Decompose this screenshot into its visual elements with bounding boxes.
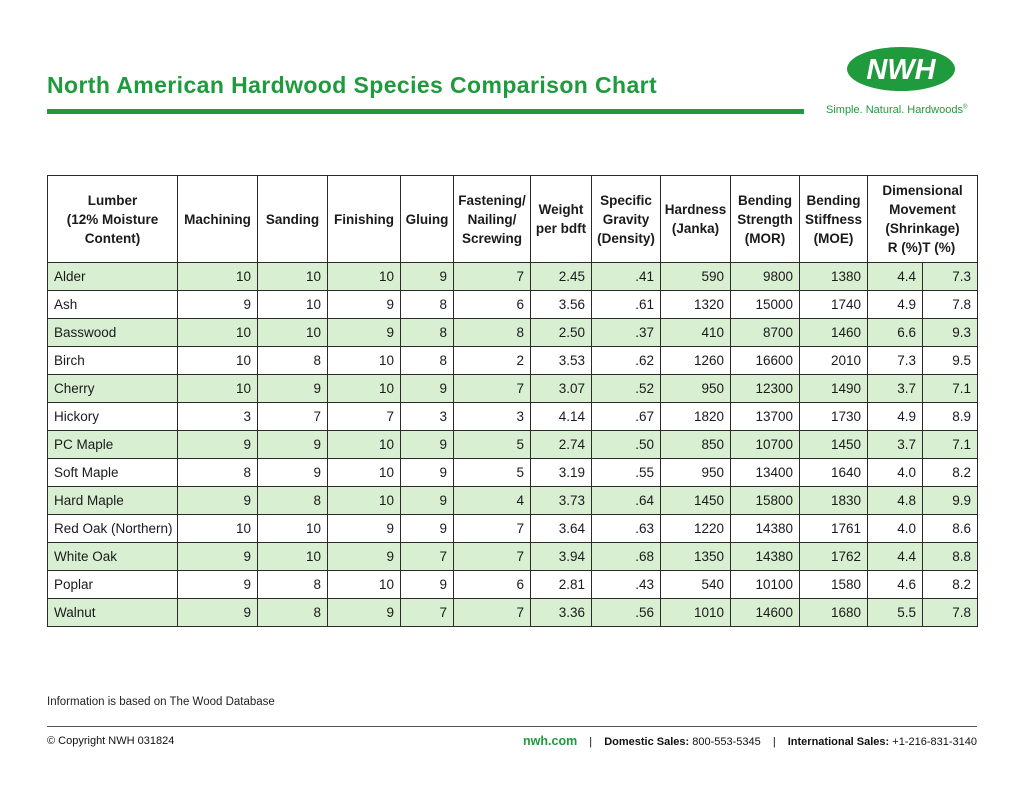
value-cell: 4 (454, 487, 531, 515)
value-cell: 8 (454, 319, 531, 347)
column-header (592, 176, 661, 263)
value-cell: 3 (178, 403, 258, 431)
column-header (731, 176, 800, 263)
column-header (328, 176, 401, 263)
value-cell: 10 (328, 375, 401, 403)
value-cell: 16600 (731, 347, 800, 375)
value-cell: 9 (258, 375, 328, 403)
value-cell: .52 (592, 375, 661, 403)
value-cell: 14380 (731, 515, 800, 543)
column-header (48, 176, 178, 263)
value-cell: 4.0 (868, 459, 923, 487)
column-header-line: (Janka) (671, 221, 720, 236)
value-cell: 8.8 (923, 543, 978, 571)
value-cell: 9 (178, 487, 258, 515)
value-cell: 9 (328, 543, 401, 571)
value-cell: 10 (328, 571, 401, 599)
value-cell: 3 (454, 403, 531, 431)
value-cell: 950 (661, 375, 731, 403)
value-cell: 6 (454, 571, 531, 599)
value-cell: 3.64 (531, 515, 592, 543)
column-header-line: Movement (889, 202, 956, 217)
value-cell: .63 (592, 515, 661, 543)
value-cell: 4.14 (531, 403, 592, 431)
value-cell: 8 (401, 319, 454, 347)
value-cell: 7 (401, 599, 454, 627)
species-name-cell: Cherry (48, 375, 178, 403)
value-cell: 8.6 (923, 515, 978, 543)
table-row (48, 459, 978, 487)
value-cell: 1830 (800, 487, 868, 515)
value-cell: 9.3 (923, 319, 978, 347)
column-header-line: Content) (84, 230, 141, 246)
value-cell: 9 (328, 291, 401, 319)
value-cell: 7 (454, 543, 531, 571)
value-cell: .61 (592, 291, 661, 319)
value-cell: 3 (401, 403, 454, 431)
value-cell: 7.3 (923, 263, 978, 291)
registered-mark: ® (962, 104, 968, 111)
value-cell: 9 (328, 515, 401, 543)
value-cell: 9.5 (923, 347, 978, 375)
column-header-line: Sanding (265, 211, 320, 227)
value-cell: .68 (592, 543, 661, 571)
value-cell: 9 (178, 599, 258, 627)
value-cell: 13400 (731, 459, 800, 487)
column-header-line: (12% Moisture (66, 211, 159, 227)
column-header (178, 176, 258, 263)
value-cell: 1260 (661, 347, 731, 375)
column-header-line: Bending (806, 192, 861, 208)
value-cell: 5 (454, 459, 531, 487)
value-cell: 8 (258, 347, 328, 375)
value-cell: 6.6 (868, 319, 923, 347)
value-cell: 9 (401, 515, 454, 543)
value-cell: 8 (258, 571, 328, 599)
value-cell: 1220 (661, 515, 731, 543)
value-cell: 540 (661, 571, 731, 599)
value-cell: 7.3 (868, 347, 923, 375)
international-sales-phone: +1-216-831-3140 (892, 736, 977, 748)
value-cell: 9 (178, 291, 258, 319)
column-header-line: Gluing (405, 211, 449, 227)
value-cell: 4.4 (868, 263, 923, 291)
value-cell: .67 (592, 403, 661, 431)
value-cell: 14600 (731, 599, 800, 627)
value-cell: 410 (661, 319, 731, 347)
species-name-cell: Hard Maple (48, 487, 178, 515)
value-cell: .55 (592, 459, 661, 487)
species-name-cell: Birch (48, 347, 178, 375)
column-header-line: (MOR) (744, 230, 786, 246)
value-cell: 10700 (731, 431, 800, 459)
separator: | (772, 736, 776, 748)
value-cell: 1460 (800, 319, 868, 347)
radial-subheader: R (%) (887, 240, 923, 255)
value-cell: 10 (328, 431, 401, 459)
table-row (48, 375, 978, 403)
species-name-cell: Alder (48, 263, 178, 291)
copyright-text: © Copyright NWH 031824 (47, 735, 175, 747)
value-cell: .56 (592, 599, 661, 627)
species-name-cell: White Oak (48, 543, 178, 571)
value-cell: 9 (401, 375, 454, 403)
value-cell: 7 (454, 375, 531, 403)
value-cell: 9 (401, 459, 454, 487)
species-name-cell: Basswood (48, 319, 178, 347)
column-header (531, 176, 592, 263)
header-row (48, 176, 978, 263)
tangential-subheader: T (%) (922, 240, 956, 255)
table-row (48, 403, 978, 431)
table-row (48, 599, 978, 627)
value-cell: 10 (258, 543, 328, 571)
value-cell: 9 (328, 599, 401, 627)
value-cell: 1450 (661, 487, 731, 515)
value-cell: 8.2 (923, 571, 978, 599)
value-cell: 10 (258, 291, 328, 319)
column-header-line: Fastening/ (458, 192, 526, 208)
value-cell: 7 (328, 403, 401, 431)
domestic-sales-label: Domestic Sales: (604, 736, 690, 748)
value-cell: 1761 (800, 515, 868, 543)
footer-divider (47, 726, 977, 727)
value-cell: 10100 (731, 571, 800, 599)
value-cell: 10 (258, 319, 328, 347)
value-cell: 6 (454, 291, 531, 319)
value-cell: 10 (258, 515, 328, 543)
value-cell: 1490 (800, 375, 868, 403)
value-cell: .50 (592, 431, 661, 459)
value-cell: 8 (401, 291, 454, 319)
column-header (401, 176, 454, 263)
table-row (48, 431, 978, 459)
value-cell: 8.2 (923, 459, 978, 487)
table-body (48, 263, 978, 627)
value-cell: .62 (592, 347, 661, 375)
value-cell: 8.9 (923, 403, 978, 431)
value-cell: 1580 (800, 571, 868, 599)
shrinkage-subheaders (870, 238, 975, 257)
column-header (661, 176, 731, 263)
value-cell: 7 (454, 599, 531, 627)
value-cell: 1680 (800, 599, 868, 627)
value-cell: 7 (401, 543, 454, 571)
species-name-cell: Walnut (48, 599, 178, 627)
value-cell: 4.8 (868, 487, 923, 515)
value-cell: 3.07 (531, 375, 592, 403)
value-cell: 14380 (731, 543, 800, 571)
contact-info (523, 734, 977, 748)
column-header-line: Dimensional (882, 183, 963, 198)
column-header-line: (Shrinkage) (885, 221, 960, 236)
value-cell: 4.9 (868, 403, 923, 431)
value-cell: 3.53 (531, 347, 592, 375)
column-header-line: (MOE) (813, 230, 854, 246)
column-header-line: Hardness (664, 202, 727, 217)
value-cell: 590 (661, 263, 731, 291)
table-row (48, 263, 978, 291)
table-row (48, 319, 978, 347)
value-cell: 7.1 (923, 375, 978, 403)
value-cell: 9 (401, 263, 454, 291)
nwh-logo (845, 45, 957, 93)
value-cell: 10 (328, 459, 401, 487)
column-header (868, 176, 978, 263)
column-header-line: Specific (600, 192, 652, 208)
website-link[interactable]: nwh.com (523, 734, 578, 748)
value-cell: 10 (178, 375, 258, 403)
value-cell: 15000 (731, 291, 800, 319)
separator: | (589, 736, 593, 748)
species-name-cell: Poplar (48, 571, 178, 599)
column-header-line: per bdft (535, 221, 587, 236)
column-header-line: Screwing (461, 230, 523, 246)
table-row (48, 543, 978, 571)
value-cell: 8 (258, 599, 328, 627)
value-cell: 2 (454, 347, 531, 375)
column-header-line: Lumber (87, 192, 138, 208)
value-cell: 9 (401, 571, 454, 599)
table-row (48, 487, 978, 515)
value-cell: 1320 (661, 291, 731, 319)
value-cell: 9 (258, 459, 328, 487)
column-header (258, 176, 328, 263)
species-comparison-table (47, 175, 978, 627)
value-cell: 10 (328, 263, 401, 291)
value-cell: 2.74 (531, 431, 592, 459)
value-cell: 7 (258, 403, 328, 431)
value-cell: .41 (592, 263, 661, 291)
value-cell: 3.94 (531, 543, 592, 571)
value-cell: 4.6 (868, 571, 923, 599)
logo-text: NWH (866, 54, 936, 86)
value-cell: 9 (258, 431, 328, 459)
value-cell: 7.8 (923, 599, 978, 627)
column-header-line: Finishing (334, 211, 394, 227)
value-cell: .64 (592, 487, 661, 515)
species-name-cell: Red Oak (Northern) (48, 515, 178, 543)
column-header-line: Bending (738, 192, 792, 208)
column-header-line: Weight (538, 202, 584, 217)
international-sales-label: International Sales: (787, 736, 890, 748)
table-row (48, 571, 978, 599)
value-cell: 9 (401, 487, 454, 515)
value-cell: 12300 (731, 375, 800, 403)
table-row (48, 347, 978, 375)
tagline-text: Simple. Natural. Hardwoods (826, 104, 963, 116)
value-cell: 1740 (800, 291, 868, 319)
value-cell: 13700 (731, 403, 800, 431)
column-header-line: Gravity (602, 211, 650, 227)
value-cell: 7.1 (923, 431, 978, 459)
value-cell: 4.9 (868, 291, 923, 319)
species-name-cell: Soft Maple (48, 459, 178, 487)
value-cell: 2.81 (531, 571, 592, 599)
value-cell: 8 (401, 347, 454, 375)
column-header (800, 176, 868, 263)
value-cell: 9.9 (923, 487, 978, 515)
value-cell: 2.45 (531, 263, 592, 291)
column-header-line: Nailing/ (467, 211, 517, 227)
value-cell: 10 (178, 263, 258, 291)
table-row (48, 291, 978, 319)
value-cell: 3.19 (531, 459, 592, 487)
value-cell: 1450 (800, 431, 868, 459)
value-cell: 9 (178, 431, 258, 459)
column-header (454, 176, 531, 263)
value-cell: 10 (178, 319, 258, 347)
value-cell: 1380 (800, 263, 868, 291)
value-cell: 8 (258, 487, 328, 515)
value-cell: 3.56 (531, 291, 592, 319)
value-cell: .37 (592, 319, 661, 347)
species-name-cell: Hickory (48, 403, 178, 431)
species-name-cell: Ash (48, 291, 178, 319)
value-cell: 3.7 (868, 375, 923, 403)
column-header-line: Strength (737, 211, 793, 227)
value-cell: 5.5 (868, 599, 923, 627)
value-cell: 1640 (800, 459, 868, 487)
value-cell: 10 (328, 347, 401, 375)
value-cell: 9 (328, 319, 401, 347)
value-cell: 7.8 (923, 291, 978, 319)
value-cell: 8 (178, 459, 258, 487)
value-cell: 2010 (800, 347, 868, 375)
value-cell: 1820 (661, 403, 731, 431)
value-cell: 10 (178, 347, 258, 375)
value-cell: 3.73 (531, 487, 592, 515)
domestic-sales-phone: 800-553-5345 (692, 736, 761, 748)
value-cell: 9 (401, 431, 454, 459)
value-cell: 950 (661, 459, 731, 487)
value-cell: 1730 (800, 403, 868, 431)
value-cell: 9 (178, 571, 258, 599)
value-cell: 9800 (731, 263, 800, 291)
value-cell: 1010 (661, 599, 731, 627)
title-underline (47, 109, 804, 114)
value-cell: 5 (454, 431, 531, 459)
value-cell: 10 (328, 487, 401, 515)
value-cell: 850 (661, 431, 731, 459)
value-cell: 9 (178, 543, 258, 571)
value-cell: 15800 (731, 487, 800, 515)
species-name-cell: PC Maple (48, 431, 178, 459)
value-cell: 4.0 (868, 515, 923, 543)
value-cell: 10 (178, 515, 258, 543)
value-cell: 1762 (800, 543, 868, 571)
value-cell: 8700 (731, 319, 800, 347)
value-cell: 3.36 (531, 599, 592, 627)
column-header-line: (Density) (597, 230, 655, 246)
column-header-line: Machining (184, 211, 251, 227)
value-cell: 7 (454, 263, 531, 291)
column-header-line: Stiffness (804, 211, 862, 227)
value-cell: 1350 (661, 543, 731, 571)
value-cell: 7 (454, 515, 531, 543)
value-cell: .43 (592, 571, 661, 599)
table-row (48, 515, 978, 543)
value-cell: 2.50 (531, 319, 592, 347)
value-cell: 10 (258, 263, 328, 291)
page-title: North American Hardwood Species Comparison Chart (47, 72, 658, 98)
value-cell: 4.4 (868, 543, 923, 571)
value-cell: 3.7 (868, 431, 923, 459)
source-note: Information is based on The Wood Database (47, 696, 275, 708)
brand-tagline (826, 104, 967, 116)
